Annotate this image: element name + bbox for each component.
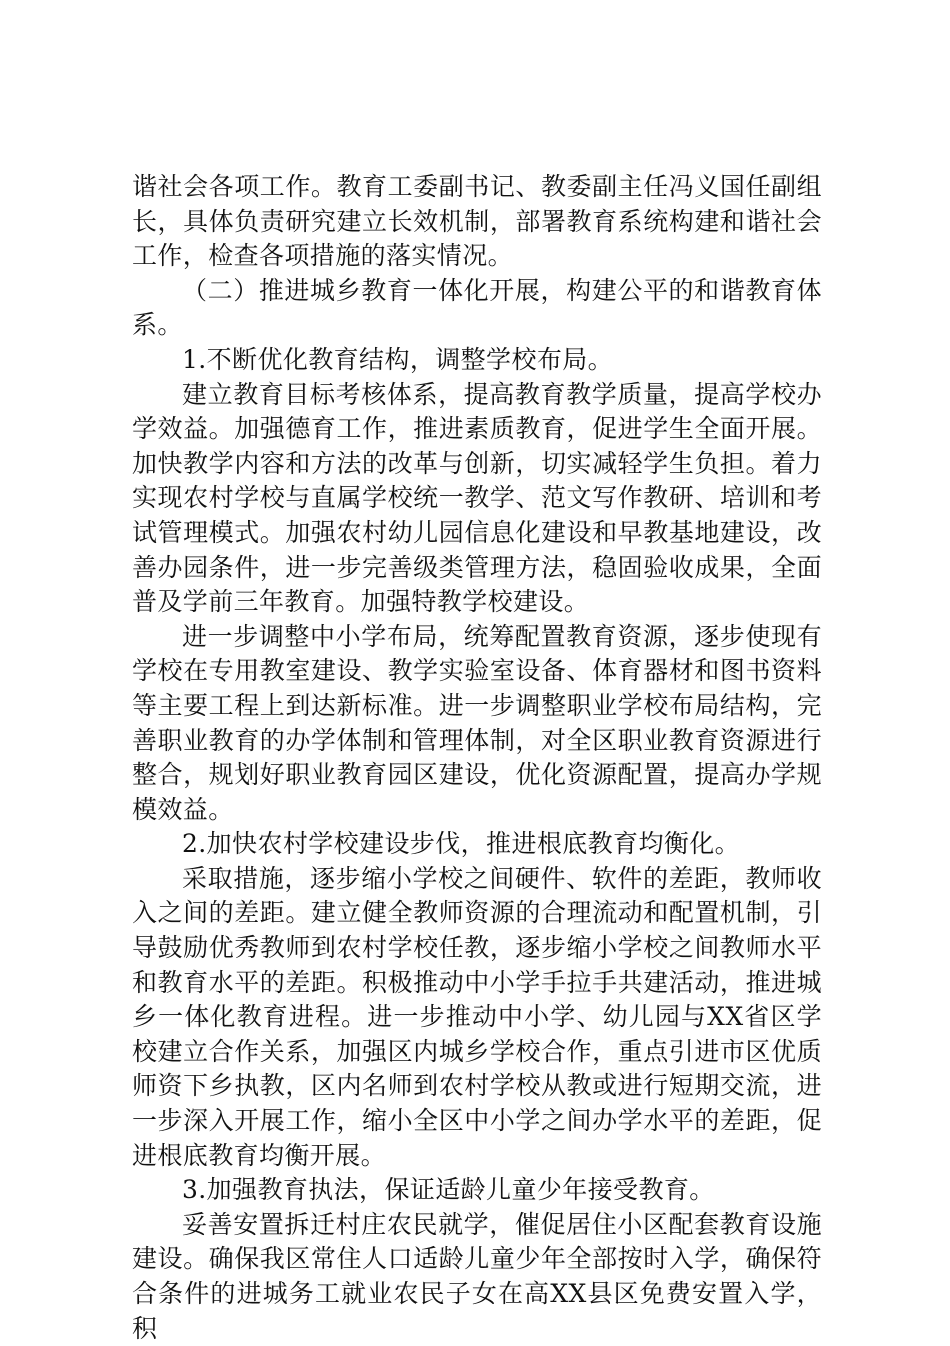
subheading-1: 1.不断优化教育结构，调整学校布局。: [182, 344, 614, 374]
subheading-3: 3.加强教育执法，保证适龄儿童少年接受教育。: [182, 1175, 715, 1205]
paragraph-body: 妥善安置拆迁村庄农民就学，催促居住小区配套教育设施建设。确保我区常住人口适龄儿童少年全部按时入学，确保符合条件的进城务工就业农民子女在高XX县区免费安置入学，积: [132, 1209, 822, 1343]
paragraph-body: 进一步调整中小学布局，统筹配置教育资源，逐步使现有学校在专用教室建设、教学实验室设备、体育器材和图书资料等主要工程上到达新标准。进一步调整职业学校布局结构，完善职业教育的办学体制和管理体制，对全区职业教育资源进行整合，规划好职业教育园区建设，优化资源配置，提高办学规模效益。: [132, 621, 822, 824]
paragraph-body: 采取措施，逐步缩小学校之间硬件、软件的差距，教师收入之间的差距。建立健全教师资源的合理流动和配置机制，引导鼓励优秀教师到农村学校任教，逐步缩小学校之间教师水平和教育水平的差距。积极推动中小学手拉手共建活动，推进城乡一体化教育进程。进一步推动中小学、幼儿园与XX省区学校建立合作关系，加强区内城乡学校合作，重点引进市区优质师资下乡执教，区内名师到农村学校从教或进行短期交流，进一步深入开展工作，缩小全区中小学之间办学水平的差距，促进根底教育均衡开展。: [132, 863, 822, 1170]
paragraph-body: 建立教育目标考核体系，提高教育教学质量，提高学校办学效益。加强德育工作，推进素质教育，促进学生全面开展。加快教学内容和方法的改革与创新，切实减轻学生负担。着力实现农村学校与直属学校统一教学、范文写作教研、培训和考试管理模式。加强农村幼儿园信息化建设和早教基地建设，改善办园条件，进一步完善级类管理方法，稳固验收成果，全面普及学前三年教育。加强特教学校建设。: [132, 379, 822, 617]
section-heading-2: （二）推进城乡教育一体化开展，构建公平的和谐教育体系。: [132, 275, 822, 340]
subheading-2: 2.加快农村学校建设步伐，推进根底教育均衡化。: [182, 829, 741, 859]
paragraph-continuation: 谐社会各项工作。教育工委副书记、教委副主任冯义国任副组长，具体负责研究建立长效机制，部署教育系统构建和谐社会工作，检查各项措施的落实情况。: [132, 172, 822, 271]
document-body: [132, 170, 822, 1346]
